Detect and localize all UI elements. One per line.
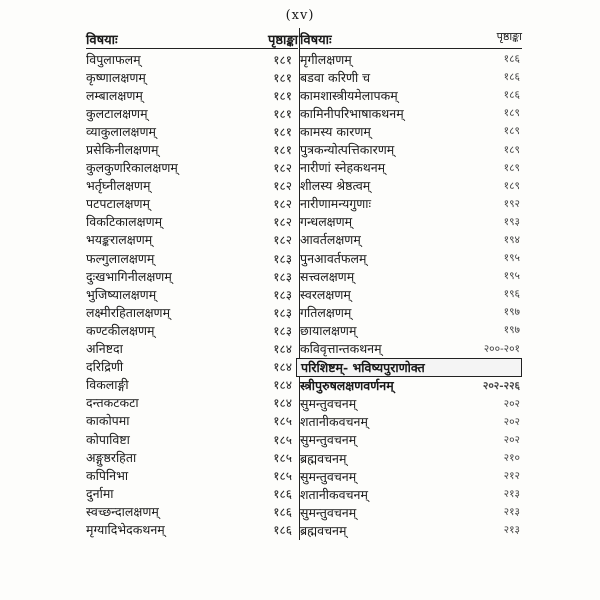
entry-topic: कामशास्त्रीयमेलापकम् [300, 87, 398, 103]
entry-topic: ब्रह्मवचनम् [300, 450, 347, 466]
entry-page: २००-२०१ [483, 342, 520, 355]
entry-page: १८४ [273, 360, 292, 375]
entry-topic: कृष्णालक्षणम् [86, 69, 146, 85]
entry-page: १८६ [273, 504, 292, 519]
entry-page: १८६ [273, 522, 292, 537]
entry-page: १८४ [273, 396, 292, 411]
toc-entry [86, 376, 298, 394]
entry-topic: दुःखभागिनीलक्षणम् [86, 268, 172, 284]
toc-entry [300, 213, 522, 231]
entry-topic: शीलस्य श्रेष्ठत्वम् [300, 178, 371, 194]
entry-topic: काकोपमा [86, 413, 130, 429]
entry-topic: गतिलक्षणम् [300, 304, 352, 320]
right-header [300, 28, 522, 49]
entry-topic: कामस्य कारणम् [300, 123, 371, 139]
toc-entry [86, 520, 298, 538]
entry-topic: दरिद्रिणी [86, 359, 124, 375]
entry-topic: स्वच्छन्दालक्षणम् [86, 503, 159, 519]
entry-page: २१३ [503, 524, 520, 537]
entry-topic: अङ्गुष्ठरहिता [86, 449, 137, 465]
entry-page: १८२ [273, 215, 292, 230]
entry-topic: मृग्यादिभेदकथनम् [86, 521, 165, 537]
entry-page: १८२ [273, 161, 292, 176]
toc-entry [86, 213, 298, 231]
entry-topic: शतानीकवचनम् [300, 486, 368, 502]
right-column [300, 28, 522, 539]
toc-entry [300, 521, 522, 539]
toc-entry [300, 285, 522, 303]
entry-page: १८९ [503, 107, 520, 120]
entry-page: १८२ [273, 197, 292, 212]
entry-page: १८१ [273, 70, 292, 85]
entry-page: १८५ [273, 414, 292, 429]
toc-entry [300, 50, 522, 68]
toc-entry [300, 321, 522, 339]
entry-page: १८५ [273, 432, 292, 447]
entry-topic: फल्गुलालक्षणम् [86, 250, 155, 266]
toc-entry [300, 68, 522, 86]
entry-page: १९५ [503, 270, 520, 283]
entry-topic: शतानीकवचनम् [300, 414, 368, 430]
toc-entry [86, 140, 298, 158]
entry-page: १८९ [503, 179, 520, 192]
entry-page: १९७ [503, 306, 520, 319]
toc-entry [86, 249, 298, 267]
entry-page: १८३ [273, 305, 292, 320]
entry-topic: प्रसेकिनीलक्षणम् [86, 142, 159, 158]
left-header-page: पृष्ठाङ्का [267, 33, 298, 48]
entry-topic: आवर्तलक्षणम् [300, 232, 361, 248]
entry-page: १८६ [503, 53, 520, 66]
toc-entry [86, 86, 298, 104]
right-rows [300, 50, 522, 539]
entry-page: १९७ [503, 324, 520, 337]
entry-page: १८२ [273, 179, 292, 194]
entry-page: १९२ [503, 197, 520, 210]
entry-page: १८३ [273, 323, 292, 338]
toc-entry [300, 267, 522, 285]
toc-entry [300, 104, 522, 122]
entry-topic: कपिनिभा [86, 467, 129, 483]
toc-entry [86, 267, 298, 285]
entry-page: १८४ [273, 378, 292, 393]
entry-topic: कण्टकीलक्षणम् [86, 322, 155, 338]
entry-topic: कविवृत्तान्तकथनम् [300, 341, 382, 357]
entry-page: २०२ [503, 397, 520, 410]
entry-page: २१३ [503, 506, 520, 519]
entry-page: २१२ [503, 470, 520, 483]
left-column [86, 28, 298, 539]
entry-topic: भयङ्करालक्षणम् [86, 232, 153, 248]
toc-entry [300, 159, 522, 177]
entry-page: १८३ [273, 287, 292, 302]
toc-entry [300, 395, 522, 413]
entry-page: १९५ [503, 252, 520, 265]
entry-topic: सुमन्तुवचनम् [300, 468, 357, 484]
entry-page: १८१ [273, 143, 292, 158]
entry-topic: लम्बालक्षणम् [86, 87, 143, 103]
toc-entry [86, 466, 298, 484]
entry-topic: बडवा करिणी च [300, 69, 371, 85]
entry-topic: कोपाविष्टा [86, 431, 130, 447]
toc-entry [86, 412, 298, 430]
toc-entry [86, 177, 298, 195]
entry-topic: विपुलाफलम् [86, 51, 141, 67]
entry-page: १८३ [273, 251, 292, 266]
entry-page: १८५ [273, 450, 292, 465]
entry-topic: भर्तृघ्नीलक्षणम् [86, 178, 151, 194]
entry-page: १८६ [273, 486, 292, 501]
right-header-topic: विषयाः [300, 33, 332, 48]
entry-page: १८९ [503, 161, 520, 174]
entry-topic: भुजिष्यालक्षणम् [86, 286, 157, 302]
toc-entry [300, 431, 522, 449]
entry-topic: विकलाङ्गी [86, 377, 129, 393]
toc-entry [86, 68, 298, 86]
entry-topic: अनिष्टदा [86, 341, 123, 357]
toc-entry [300, 86, 522, 104]
toc-entry [300, 467, 522, 485]
entry-page: १८९ [503, 125, 520, 138]
toc-entry [86, 159, 298, 177]
entry-page: १९६ [503, 288, 520, 301]
toc-entry [300, 503, 522, 521]
entry-topic: विकटिकालक्षणम् [86, 214, 163, 230]
toc-entry [86, 340, 298, 358]
entry-topic: नारीणां स्नेहकथनम् [300, 160, 386, 176]
entry-topic: छायालक्षणम् [300, 322, 357, 338]
toc-entry [86, 430, 298, 448]
entry-topic: स्त्रीपुरुषलक्षणवर्णनम् [300, 378, 394, 394]
entry-topic: गन्धलक्षणम् [300, 214, 353, 230]
toc-entry [300, 249, 522, 267]
toc-entry [86, 321, 298, 339]
entry-topic: कामिनीपरिभाषाकथनम् [300, 105, 404, 121]
toc-entry [86, 303, 298, 321]
entry-page: १८१ [273, 88, 292, 103]
toc-entry [300, 377, 522, 395]
entry-topic: सुमन्तुवचनम् [300, 432, 357, 448]
entry-topic: दन्तकटकटा [86, 395, 139, 411]
entry-page: १८१ [273, 106, 292, 121]
toc-entry [300, 177, 522, 195]
toc-entry [86, 484, 298, 502]
entry-page: २१३ [503, 488, 520, 501]
toc-entry [296, 358, 522, 377]
entry-page: २०२ [503, 433, 520, 446]
entry-page: १९४ [503, 233, 520, 246]
toc-entry [86, 50, 298, 68]
entry-topic: मृगीलक्षणम् [300, 51, 352, 67]
entry-page: २०२ [503, 415, 520, 428]
entry-page: १८५ [273, 468, 292, 483]
toc-entry [300, 340, 522, 358]
left-header [86, 28, 298, 49]
toc-entry [300, 122, 522, 140]
toc-entry [300, 485, 522, 503]
entry-topic: कुलकुणरिकालक्षणम् [86, 160, 178, 176]
entry-page: १९३ [503, 215, 520, 228]
entry-topic: स्वरलक्षणम् [300, 286, 351, 302]
entry-topic: सत्त्वलक्षणम् [300, 268, 355, 284]
entry-page: १८६ [503, 71, 520, 84]
entry-topic: दुर्नामा [86, 485, 114, 501]
entry-page: १८२ [273, 233, 292, 248]
entry-topic: नारीणामन्यगुणाः [300, 196, 372, 212]
toc-entry [86, 195, 298, 213]
toc-entry [300, 303, 522, 321]
entry-topic: कुलटालक्षणम् [86, 105, 148, 121]
entry-page: १८९ [503, 143, 520, 156]
entry-topic: परिशिष्टम्- भविष्यपुराणोक्त [301, 359, 425, 375]
entry-page: १८३ [273, 269, 292, 284]
entry-topic: सुमन्तुवचनम् [300, 396, 357, 412]
entry-page: १८१ [273, 124, 292, 139]
entry-page: १८१ [273, 52, 292, 67]
entry-topic: सुमन्तुवचनम् [300, 504, 357, 520]
toc-entry [300, 449, 522, 467]
toc-entry [300, 231, 522, 249]
toc-entry [300, 413, 522, 431]
left-header-topic: विषयाः [86, 33, 118, 48]
toc-entry [86, 285, 298, 303]
entry-topic: लक्ष्मीरहितालक्षणम् [86, 304, 171, 320]
toc-entry [300, 195, 522, 213]
entry-topic: पटपटालक्षणम् [86, 196, 150, 212]
toc-entry [86, 122, 298, 140]
entry-topic: ब्रह्मवचनम् [300, 522, 347, 538]
entry-page: २१० [503, 452, 520, 465]
toc-entry [86, 448, 298, 466]
toc-entry [86, 104, 298, 122]
entry-page: १८४ [273, 342, 292, 357]
toc-entry [86, 358, 298, 376]
entry-page: १८६ [503, 89, 520, 102]
page-number: (xv) [285, 8, 315, 23]
toc-entry [86, 231, 298, 249]
entry-topic: व्याकुलालक्षणम् [86, 123, 157, 139]
toc-entry [300, 140, 522, 158]
entry-topic: पुनआवर्तफलम् [300, 250, 367, 266]
entry-topic: पुत्रकन्योत्पत्तिकारणम् [300, 142, 395, 158]
entry-page: २०२-२२६ [482, 379, 520, 392]
left-rows [86, 50, 298, 539]
toc-entry [86, 394, 298, 412]
right-header-page: पृष्ठाङ्का [496, 30, 522, 43]
toc-entry [86, 502, 298, 520]
